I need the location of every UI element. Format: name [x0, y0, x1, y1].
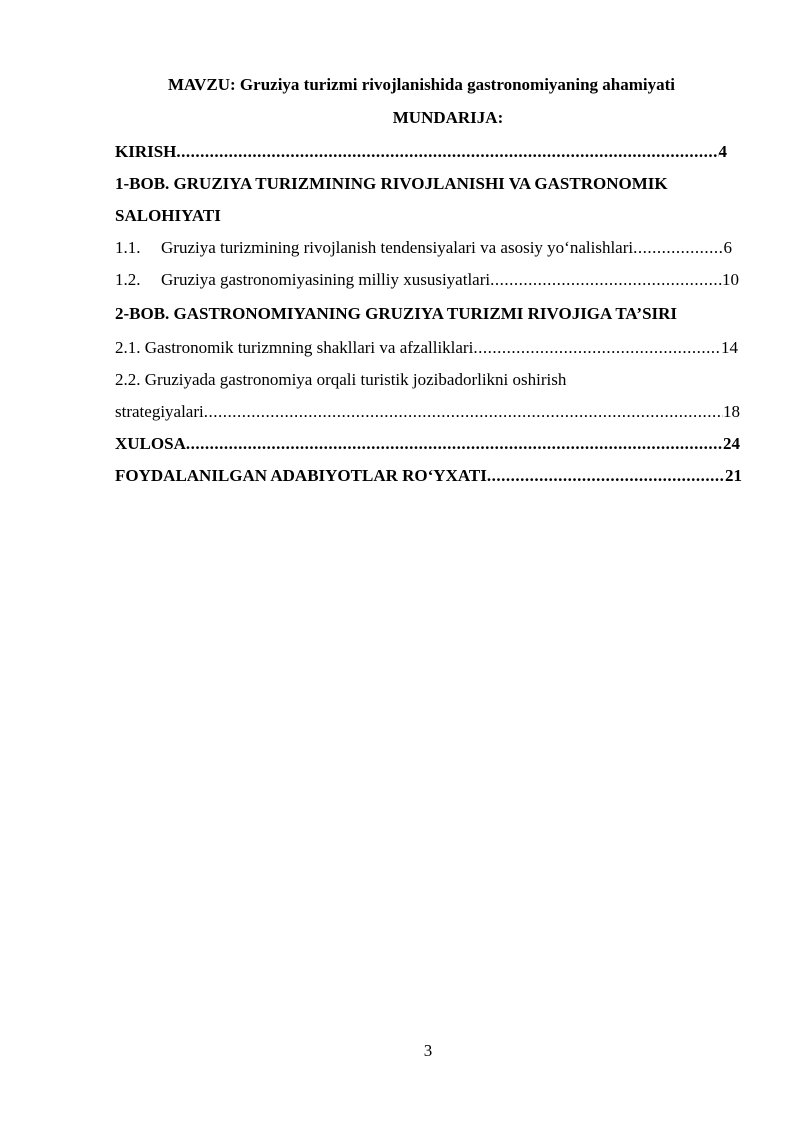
toc-entry-label: Gruziya turizmining rivojlanish tendensiyalari va asosiy yo‘nalishlari [161, 238, 634, 257]
toc-entry-1-1 [115, 238, 732, 258]
toc-entry-label: strategiyalari [115, 402, 204, 421]
toc-entry-page: 10 [722, 270, 739, 289]
toc-entry-page: 4 [718, 142, 727, 161]
toc-entry-page: 14 [721, 338, 738, 357]
toc-entry-page: 6 [723, 238, 732, 257]
toc-entry-1-2 [115, 270, 739, 290]
toc-leader-dots [487, 466, 725, 486]
toc-entry-number: 1.2. [115, 270, 141, 289]
toc-entry-conclusion [115, 434, 740, 454]
toc-entry-page: 24 [723, 434, 740, 453]
toc-leader-dots [186, 434, 723, 454]
toc-leader-dots [204, 402, 723, 422]
toc-entry-label: Gruziya gastronomiyasining milliy xususiyatlari [161, 270, 491, 289]
toc-entry-references [115, 466, 742, 486]
toc-entry-label: FOYDALANILGAN ADABIYOTLAR RO‘YXATI [115, 466, 487, 485]
toc-entry-page: 18 [723, 402, 740, 421]
toc-leader-dots [176, 142, 718, 162]
contents-heading: MUNDARIJA: [392, 108, 504, 127]
toc-chapter1-line1: 1-BOB. GRUZIYA TURIZMINING RIVOJLANISHI VA GASTRONOMIK [115, 174, 668, 193]
toc-leader-dots [490, 270, 722, 290]
toc-entry-2-2-line1: 2.2. Gruziyada gastronomiya orqali turistik jozibadorlikni oshirish [115, 370, 567, 389]
toc-entry-2-1 [115, 338, 738, 358]
page-number: 3 [423, 1041, 433, 1060]
toc-entry-page: 21 [725, 466, 742, 485]
toc-chapter1-line2: SALOHIYATI [115, 206, 221, 225]
document-title: MAVZU: Gruziya turizmi rivojlanishida gastronomiyaning ahamiyati [168, 75, 676, 94]
toc-leader-dots [633, 238, 723, 258]
toc-chapter2: 2-BOB. GASTRONOMIYANING GRUZIYA TURIZMI RIVOJIGA TA’SIRI [115, 304, 678, 323]
toc-entry-intro [115, 142, 727, 162]
toc-leader-dots [473, 338, 721, 358]
toc-entry-label: XULOSA [115, 434, 186, 453]
toc-entry-2-2 [115, 402, 740, 422]
toc-entry-label: KIRISH [115, 142, 177, 161]
toc-entry-number: 1.1. [115, 238, 141, 257]
toc-entry-label: 2.1. Gastronomik turizmning shakllari va afzalliklari [115, 338, 474, 357]
